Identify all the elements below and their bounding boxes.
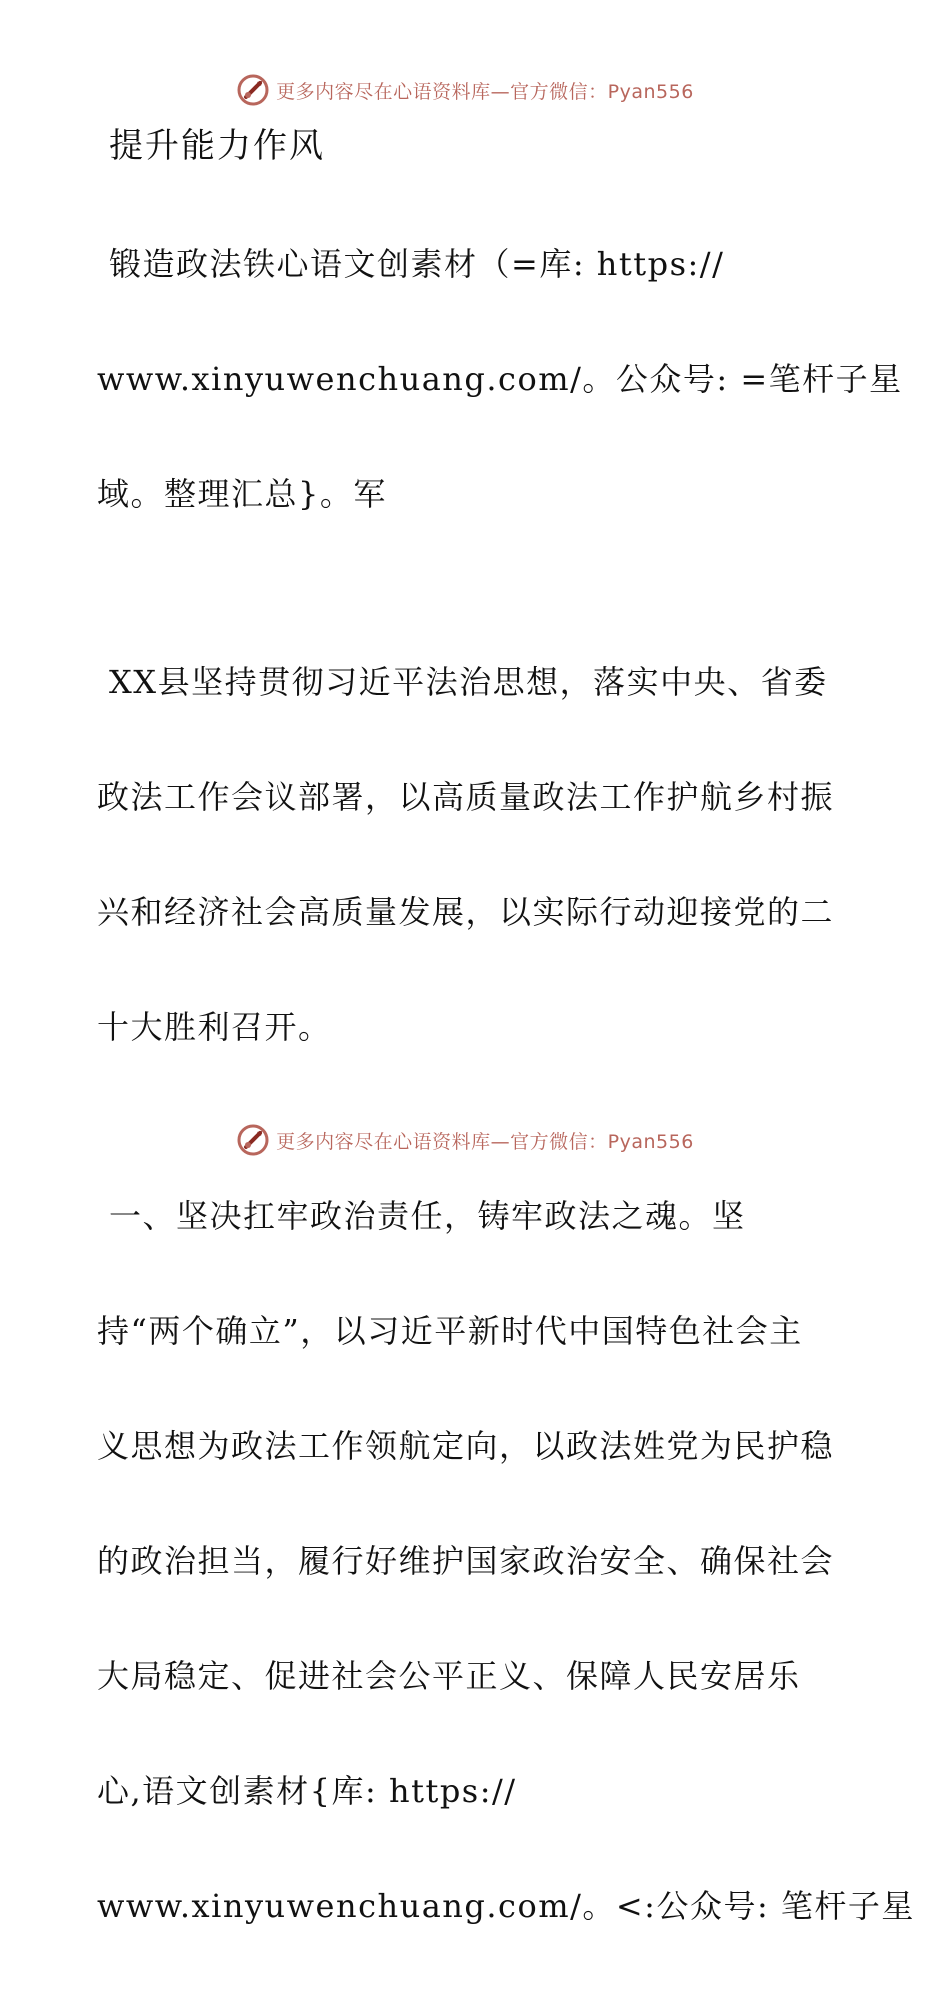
paragraph-line: 域。整理汇总}。军	[97, 474, 387, 513]
document-title: 提升能力作风	[109, 126, 325, 166]
footer-watermark-banner	[0, 1120, 950, 1160]
paragraph-line: 兴和经济社会高质量发展，以实际行动迎接党的二	[97, 893, 835, 931]
paragraph-line: 义思想为政法工作领航定向，以政法姓党为民护稳	[97, 1426, 835, 1465]
paragraph-1	[97, 178, 903, 581]
paragraph-line: 持“两个确立”，以习近平新时代中国特色社会主	[97, 1311, 803, 1350]
paragraph-line: www.xinyuwenchuang.com/。<:公众号: 笔杆子星	[97, 1886, 915, 1925]
paragraph-line: www.xinyuwenchuang.com/。公众号: =笔杆子星	[97, 359, 903, 398]
paragraph-2	[97, 597, 857, 1115]
paragraph-line: XX县坚持贯彻习近平法治思想，落实中央、省委	[109, 663, 828, 701]
header-watermark-banner	[0, 70, 950, 110]
brand-logo-icon	[236, 1123, 270, 1157]
paragraph-line: 大局稳定、促进社会公平正义、保障人民安居乐	[97, 1656, 801, 1695]
paragraph-line: 锻造政法铁心语文创素材（=库: https://	[109, 244, 725, 283]
paragraph-line: 十大胜利召开。	[97, 1008, 332, 1046]
paragraph-3	[97, 1130, 915, 1993]
paragraph-line: 的政治担当，履行好维护国家政治安全、确保社会	[97, 1541, 835, 1580]
brand-logo-icon	[236, 73, 270, 107]
paragraph-line: 心,语文创素材{库: https://	[97, 1771, 517, 1810]
paragraph-line: 政法工作会议部署，以高质量政法工作护航乡村振	[97, 778, 835, 816]
paragraph-line: 一、坚决扛牢政治责任，铸牢政法之魂。坚	[109, 1196, 746, 1235]
watermark-text: 更多内容尽在心语资料库—官方微信：Pyan556	[276, 1130, 694, 1153]
watermark-text: 更多内容尽在心语资料库—官方微信：Pyan556	[276, 80, 694, 103]
document-body	[97, 120, 915, 1993]
